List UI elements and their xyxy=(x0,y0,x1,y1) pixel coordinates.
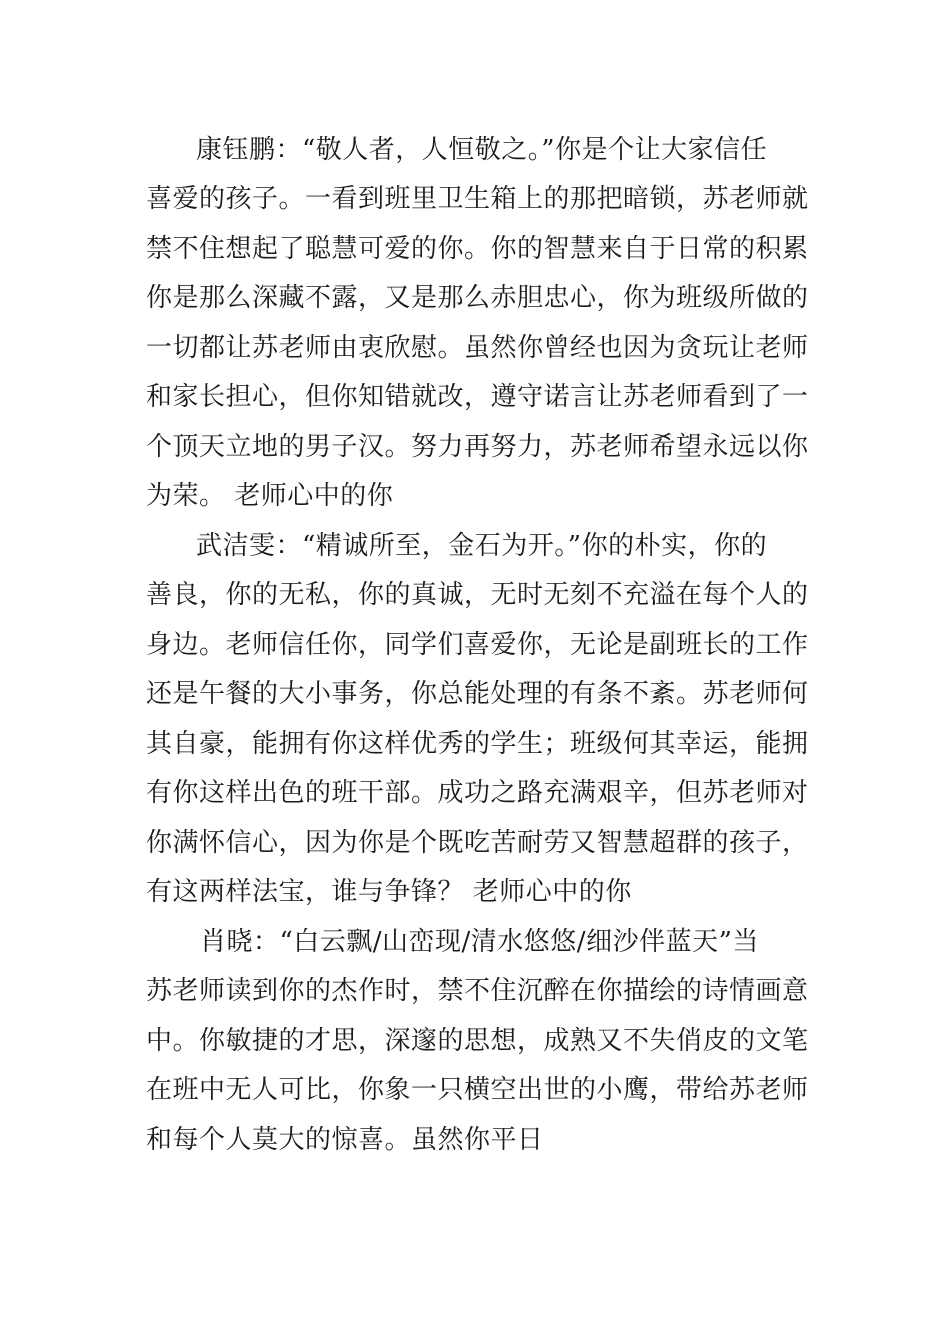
paragraph-3-line-3: 中。你敏捷的才思，深邃的思想，成熟又不失俏皮的文笔 xyxy=(146,1026,809,1056)
paragraph-3-line-1: 肖晓：“白云飘/山峦现/清水悠悠/细沙伴蓝天”当 xyxy=(200,927,759,957)
paragraph-1-line-6: 和家长担心，但你知错就改，遵守诺言让苏老师看到了一 xyxy=(146,382,809,412)
paragraph-2-line-5: 其自豪，能拥有你这样优秀的学生；班级何其幸运，能拥 xyxy=(146,729,809,759)
paragraph-3-line-2: 苏老师读到你的杰作时，禁不住沉醉在你描绘的诗情画意 xyxy=(146,976,809,1006)
paragraph-1-line-4: 你是那么深藏不露，又是那么赤胆忠心，你为班级所做的 xyxy=(146,283,809,313)
paragraph-2-line-7: 你满怀信心，因为你是个既吃苦耐劳又智慧超群的孩子， xyxy=(146,828,809,858)
paragraph-2-line-8: 有这两样法宝，谁与争锋？ 老师心中的你 xyxy=(146,877,632,907)
paragraph-1-line-7: 个顶天立地的男子汉。努力再努力，苏老师希望永远以你 xyxy=(146,432,809,462)
paragraph-1-line-8: 为荣。 老师心中的你 xyxy=(146,481,394,511)
paragraph-1-line-1: 康钰鹏：“敬人者，人恒敬之。”你是个让大家信任 xyxy=(196,135,768,165)
paragraph-3-line-5: 和每个人莫大的惊喜。虽然你平日 xyxy=(146,1125,544,1155)
paragraph-2-line-6: 有你这样出色的班干部。成功之路充满艰辛，但苏老师对 xyxy=(146,778,809,808)
paragraph-2-line-4: 还是午餐的大小事务，你总能处理的有条不紊。苏老师何 xyxy=(146,679,809,709)
paragraph-2-line-2: 善良，你的无私，你的真诚，无时无刻不充溢在每个人的 xyxy=(146,580,809,610)
paragraph-3-line-4: 在班中无人可比，你象一只横空出世的小鹰，带给苏老师 xyxy=(146,1075,809,1105)
paragraph-1-line-2: 喜爱的孩子。一看到班里卫生箱上的那把暗锁，苏老师就 xyxy=(146,184,809,214)
paragraph-2-line-3: 身边。老师信任你，同学们喜爱你，无论是副班长的工作 xyxy=(146,630,809,660)
paragraph-1-line-3: 禁不住想起了聪慧可爱的你。你的智慧来自于日常的积累 xyxy=(146,234,809,264)
paragraph-2-line-1: 武洁雯：“精诚所至，金石为开。”你的朴实，你的 xyxy=(196,531,768,561)
paragraph-1-line-5: 一切都让苏老师由衷欣慰。虽然你曾经也因为贪玩让老师 xyxy=(146,333,809,363)
